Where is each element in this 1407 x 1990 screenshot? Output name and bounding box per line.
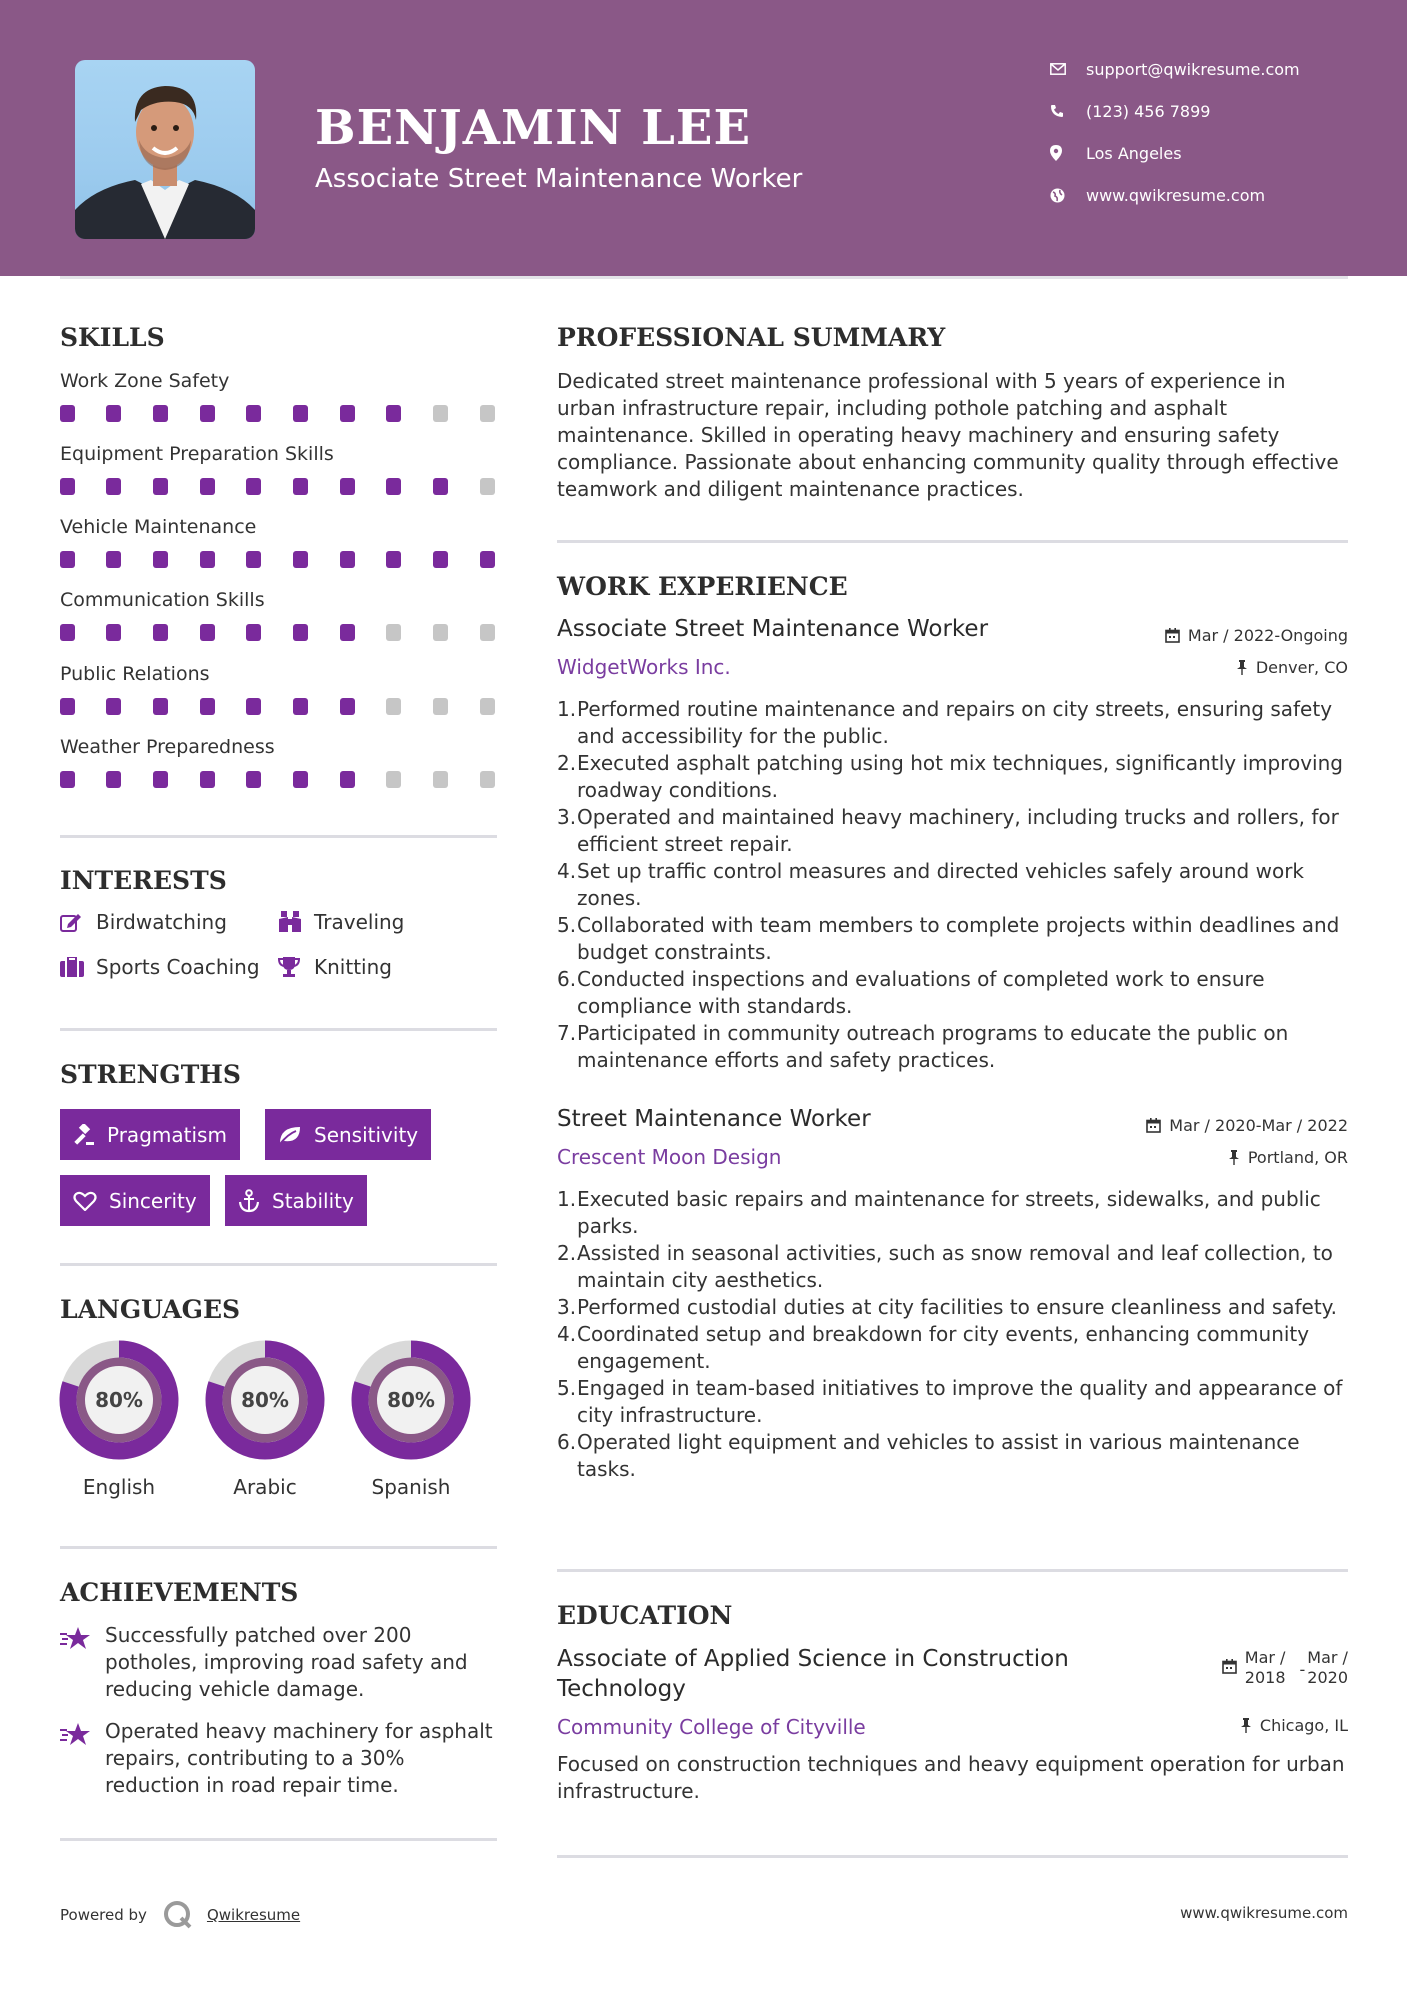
responsibility-text: Operated and maintained heavy machinery, including trucks and rollers, for efficient street repair. bbox=[577, 805, 1339, 856]
skill-dot-filled bbox=[293, 405, 308, 422]
heart-icon bbox=[73, 1191, 97, 1211]
contact-website-text: www.qwikresume.com bbox=[1086, 185, 1266, 205]
skill-rating bbox=[60, 478, 500, 496]
brand-link[interactable]: Qwikresume bbox=[206, 1906, 301, 1924]
responsibility-text: Coordinated setup and breakdown for city events, enhancing community engagement. bbox=[577, 1322, 1310, 1373]
strength-label: Sensitivity bbox=[314, 1122, 419, 1147]
contact-website[interactable] bbox=[1050, 180, 1380, 210]
interest-item bbox=[60, 910, 227, 934]
skill-dot-filled bbox=[340, 478, 355, 495]
skill-dot-filled bbox=[340, 698, 355, 715]
skill-dot-filled bbox=[293, 624, 308, 641]
globe-icon bbox=[1050, 188, 1086, 203]
skill-dot-filled bbox=[200, 551, 215, 568]
skill-dot-filled bbox=[153, 771, 168, 788]
language-percent: 80% bbox=[95, 1388, 143, 1412]
education-start-year: 2018 bbox=[1244, 1668, 1286, 1687]
gavel-icon bbox=[73, 1124, 95, 1146]
language-ring bbox=[205, 1340, 325, 1464]
bullet-number: 2. bbox=[557, 751, 577, 775]
skill-dot-filled bbox=[60, 698, 75, 715]
skill-dot-filled bbox=[106, 698, 121, 715]
binoculars-icon bbox=[278, 911, 314, 933]
skill-dot-filled bbox=[106, 551, 121, 568]
interest-item bbox=[60, 955, 260, 979]
language-name: English bbox=[82, 1475, 156, 1499]
bullet-number: 3. bbox=[557, 1295, 577, 1319]
education-heading: EDUCATION bbox=[557, 1601, 733, 1630]
contact-email-text: support@qwikresume.com bbox=[1086, 59, 1300, 79]
interest-label: Traveling bbox=[314, 910, 405, 934]
strengths-heading: STRENGTHS bbox=[60, 1060, 241, 1089]
responsibility-text: Collaborated with team members to complete projects within deadlines and budget constraints. bbox=[577, 913, 1340, 964]
responsibility-text: Participated in community outreach programs to educate the public on maintenance efforts and safety practices. bbox=[577, 1021, 1289, 1072]
education-start bbox=[1245, 1648, 1286, 1688]
skill-dot-empty bbox=[433, 771, 448, 788]
interest-label: Knitting bbox=[314, 955, 392, 979]
powered-by-text: Powered by bbox=[60, 1906, 147, 1924]
skill-dot-filled bbox=[106, 771, 121, 788]
bullet-number: 6. bbox=[557, 967, 577, 991]
job-location bbox=[1228, 1148, 1348, 1167]
skill-dot-filled bbox=[246, 405, 261, 422]
qwikresume-logo-icon bbox=[163, 1900, 193, 1930]
skill-dot-filled bbox=[153, 698, 168, 715]
skill-rating bbox=[60, 624, 500, 642]
language-progress-ring bbox=[59, 1340, 179, 1460]
language-progress-ring bbox=[351, 1340, 471, 1460]
skill-dot-filled bbox=[293, 698, 308, 715]
calendar-icon bbox=[1222, 1659, 1237, 1674]
interest-item bbox=[278, 910, 404, 934]
contact-email[interactable] bbox=[1050, 54, 1380, 84]
responsibility-text: Conducted inspections and evaluations of completed work to ensure compliance with standards. bbox=[577, 967, 1265, 1018]
responsibility-text: Performed routine maintenance and repairs on city streets, ensuring safety and accessibility for the public. bbox=[577, 697, 1333, 748]
responsibility-item bbox=[557, 804, 1352, 858]
degree-title-line-1: Associate of Applied Science in Construction bbox=[557, 1646, 1069, 1672]
interest-label: Birdwatching bbox=[96, 910, 227, 934]
bullet-number: 2. bbox=[557, 1241, 577, 1265]
summary-text: Dedicated street maintenance professional with 5 years of experience in urban infrastructure repair, including pothole patching and asphalt maintenance. Skilled in operating heavy machinery and ensuring safety compliance. Passionate about enhancing community quality through effective teamwork and diligent maintenance practices. bbox=[557, 369, 1339, 501]
responsibility-item bbox=[557, 1375, 1352, 1429]
education-date-sep: - bbox=[1299, 1660, 1306, 1679]
responsibility-item bbox=[557, 858, 1352, 912]
skill-dot-empty bbox=[480, 698, 495, 715]
section-divider bbox=[60, 1263, 497, 1266]
header-divider bbox=[60, 276, 1348, 279]
responsibility-item bbox=[557, 1020, 1352, 1074]
job-dates bbox=[1165, 626, 1348, 645]
bullet-number: 1. bbox=[557, 1187, 577, 1211]
skill-dot-empty bbox=[433, 405, 448, 422]
responsibility-item bbox=[557, 1294, 1352, 1321]
skill-name: Equipment Preparation Skills bbox=[60, 443, 334, 465]
resume-header bbox=[0, 0, 1407, 276]
skill-dot-filled bbox=[106, 624, 121, 641]
skill-dot-filled bbox=[153, 478, 168, 495]
pin-icon bbox=[1240, 1718, 1252, 1733]
calendar-icon bbox=[1146, 1118, 1161, 1133]
trophy-icon bbox=[278, 956, 314, 978]
job-dates bbox=[1146, 1116, 1348, 1135]
section-divider bbox=[60, 835, 497, 838]
job-dates-text: Mar / 2022-Ongoing bbox=[1187, 626, 1348, 645]
responsibility-text: Executed asphalt patching using hot mix techniques, significantly improving roadway conditions. bbox=[577, 751, 1343, 802]
language-name: Arabic bbox=[233, 1475, 297, 1499]
responsibility-item bbox=[557, 1240, 1352, 1294]
responsibility-text: Operated light equipment and vehicles to assist in various maintenance tasks. bbox=[577, 1430, 1300, 1481]
job-title: Associate Street Maintenance Worker bbox=[557, 616, 989, 642]
skill-dot-filled bbox=[60, 551, 75, 568]
candidate-name: BENJAMIN LEE bbox=[315, 100, 752, 156]
skill-dot-filled bbox=[246, 624, 261, 641]
skill-name: Public Relations bbox=[60, 663, 210, 685]
skill-dot-filled bbox=[200, 698, 215, 715]
skill-dot-empty bbox=[433, 624, 448, 641]
skill-dot-filled bbox=[60, 771, 75, 788]
skill-dot-filled bbox=[246, 771, 261, 788]
skill-dot-filled bbox=[153, 405, 168, 422]
strength-label: Sincerity bbox=[109, 1188, 197, 1213]
job-location-text: Denver, CO bbox=[1255, 658, 1348, 677]
education-end-month: Mar / bbox=[1307, 1648, 1348, 1667]
skill-name: Work Zone Safety bbox=[60, 370, 230, 392]
responsibility-text: Set up traffic control measures and directed vehicles safely around work zones. bbox=[577, 859, 1305, 910]
skill-dot-filled bbox=[60, 478, 75, 495]
section-divider bbox=[557, 540, 1348, 543]
job-responsibilities bbox=[557, 696, 1352, 1074]
degree-title-line-2: Technology bbox=[557, 1676, 686, 1702]
strength-label: Pragmatism bbox=[107, 1122, 227, 1147]
achievement-item bbox=[60, 1622, 500, 1703]
responsibility-item bbox=[557, 1186, 1352, 1240]
section-divider bbox=[557, 1855, 1348, 1858]
skill-dot-filled bbox=[480, 551, 495, 568]
skill-dot-filled bbox=[433, 551, 448, 568]
skill-dot-filled bbox=[293, 478, 308, 495]
contact-location-text: Los Angeles bbox=[1086, 143, 1182, 163]
skill-dot-filled bbox=[200, 771, 215, 788]
skill-dot-filled bbox=[246, 551, 261, 568]
bullet-number: 5. bbox=[557, 913, 577, 937]
skill-dot-filled bbox=[246, 478, 261, 495]
candidate-title: Associate Street Maintenance Worker bbox=[315, 164, 803, 194]
phone-icon bbox=[1050, 104, 1086, 118]
education-end bbox=[1307, 1648, 1348, 1688]
contact-phone[interactable] bbox=[1050, 96, 1380, 126]
strength-badge bbox=[225, 1175, 367, 1226]
skill-dot-filled bbox=[340, 771, 355, 788]
education-description: Focused on construction techniques and heavy equipment operation for urban infrastructure. bbox=[557, 1752, 1345, 1803]
skill-dot-empty bbox=[480, 478, 495, 495]
skill-dot-filled bbox=[106, 478, 121, 495]
contact-location bbox=[1050, 138, 1380, 168]
profile-photo bbox=[75, 60, 255, 239]
strength-label: Stability bbox=[272, 1188, 354, 1213]
skill-dot-filled bbox=[340, 405, 355, 422]
skill-dot-empty bbox=[480, 771, 495, 788]
responsibility-item bbox=[557, 912, 1352, 966]
interest-label: Sports Coaching bbox=[96, 955, 260, 979]
skill-dot-filled bbox=[200, 405, 215, 422]
skill-name: Vehicle Maintenance bbox=[60, 516, 257, 538]
job-dates-text: Mar / 2020-Mar / 2022 bbox=[1169, 1116, 1348, 1135]
skill-dot-filled bbox=[386, 405, 401, 422]
strength-badge bbox=[60, 1175, 210, 1226]
language-ring bbox=[59, 1340, 179, 1464]
bullet-number: 1. bbox=[557, 697, 577, 721]
section-divider bbox=[557, 1569, 1348, 1572]
skill-dot-filled bbox=[340, 551, 355, 568]
summary-heading: PROFESSIONAL SUMMARY bbox=[557, 323, 946, 352]
bullet-number: 6. bbox=[557, 1430, 577, 1454]
bullet-number: 4. bbox=[557, 1322, 577, 1346]
skill-name: Communication Skills bbox=[60, 589, 265, 611]
skill-dot-filled bbox=[153, 624, 168, 641]
language-progress-ring bbox=[205, 1340, 325, 1460]
section-divider bbox=[60, 1546, 497, 1549]
bullet-number: 4. bbox=[557, 859, 577, 883]
skill-dot-filled bbox=[386, 478, 401, 495]
envelope-icon bbox=[1050, 63, 1086, 75]
skill-rating bbox=[60, 405, 500, 423]
skill-dot-empty bbox=[433, 698, 448, 715]
skill-rating bbox=[60, 551, 500, 569]
contact-phone-text: (123) 456 7899 bbox=[1086, 101, 1211, 121]
map-marker-icon bbox=[1050, 145, 1086, 161]
skill-dot-filled bbox=[106, 405, 121, 422]
responsibility-item bbox=[557, 1321, 1352, 1375]
skill-dot-empty bbox=[386, 698, 401, 715]
achievements-heading: ACHIEVEMENTS bbox=[60, 1578, 299, 1607]
responsibility-item bbox=[557, 750, 1352, 804]
responsibility-item bbox=[557, 696, 1352, 750]
anchor-icon bbox=[238, 1189, 260, 1213]
language-ring bbox=[351, 1340, 471, 1464]
section-divider bbox=[60, 1838, 497, 1841]
education-location-text: Chicago, IL bbox=[1259, 1716, 1348, 1735]
star-icon bbox=[60, 1718, 105, 1799]
pencil-square-icon bbox=[60, 912, 96, 932]
skill-dot-filled bbox=[153, 551, 168, 568]
achievement-text: Operated heavy machinery for asphalt repairs, contributing to a 30% reduction in road repair time. bbox=[105, 1719, 493, 1797]
skill-rating bbox=[60, 698, 500, 716]
leaf-icon bbox=[278, 1125, 302, 1145]
interest-item bbox=[278, 955, 392, 979]
bullet-number: 5. bbox=[557, 1376, 577, 1400]
skill-rating bbox=[60, 771, 500, 789]
job-responsibilities bbox=[557, 1186, 1352, 1483]
languages-heading: LANGUAGES bbox=[60, 1295, 241, 1324]
skill-dot-empty bbox=[386, 771, 401, 788]
skill-dot-filled bbox=[60, 405, 75, 422]
strength-badge bbox=[60, 1109, 240, 1160]
skill-dot-empty bbox=[480, 405, 495, 422]
achievement-item bbox=[60, 1718, 500, 1799]
strength-badge bbox=[265, 1109, 431, 1160]
education-end-year: 2020 bbox=[1307, 1668, 1348, 1687]
footer-powered bbox=[60, 1900, 300, 1930]
skill-dot-empty bbox=[386, 624, 401, 641]
school-name: Community College of Cityville bbox=[557, 1715, 866, 1739]
responsibility-item bbox=[557, 1429, 1352, 1483]
language-name: Spanish bbox=[371, 1475, 451, 1499]
education-location bbox=[1240, 1716, 1348, 1735]
skills-heading: SKILLS bbox=[60, 323, 165, 352]
company-name: Crescent Moon Design bbox=[557, 1145, 782, 1169]
interests-heading: INTERESTS bbox=[60, 866, 227, 895]
pin-icon bbox=[1228, 1150, 1240, 1165]
skill-dot-filled bbox=[200, 624, 215, 641]
responsibility-item bbox=[557, 966, 1352, 1020]
bullet-number: 3. bbox=[557, 805, 577, 829]
language-percent: 80% bbox=[241, 1388, 289, 1412]
star-icon bbox=[60, 1622, 105, 1703]
responsibility-text: Engaged in team-based initiatives to improve the quality and appearance of city infrastructure. bbox=[577, 1376, 1343, 1427]
skill-dot-filled bbox=[60, 624, 75, 641]
skill-dot-filled bbox=[386, 551, 401, 568]
responsibility-text: Executed basic repairs and maintenance for streets, sidewalks, and public parks. bbox=[577, 1187, 1321, 1238]
bullet-number: 7. bbox=[557, 1021, 577, 1045]
education-start-month: Mar / bbox=[1244, 1648, 1286, 1667]
skill-name: Weather Preparedness bbox=[60, 736, 275, 758]
responsibility-text: Performed custodial duties at city facilities to ensure cleanliness and safety. bbox=[577, 1295, 1338, 1319]
skill-dot-filled bbox=[293, 771, 308, 788]
job-location bbox=[1236, 658, 1348, 677]
responsibility-text: Assisted in seasonal activities, such as snow removal and leaf collection, to maintain city aesthetics. bbox=[577, 1241, 1333, 1292]
job-title: Street Maintenance Worker bbox=[557, 1106, 871, 1132]
company-name: WidgetWorks Inc. bbox=[557, 655, 731, 679]
skill-dot-empty bbox=[480, 624, 495, 641]
education-dates bbox=[1222, 1648, 1348, 1688]
pin-icon bbox=[1236, 660, 1248, 675]
calendar-icon bbox=[1165, 628, 1180, 643]
achievement-text: Successfully patched over 200 potholes, improving road safety and reducing vehicle damage. bbox=[105, 1623, 468, 1701]
skill-dot-filled bbox=[433, 478, 448, 495]
section-divider bbox=[60, 1028, 497, 1031]
skill-dot-filled bbox=[340, 624, 355, 641]
experience-heading: WORK EXPERIENCE bbox=[557, 572, 848, 601]
skill-dot-filled bbox=[200, 478, 215, 495]
skill-dot-filled bbox=[293, 551, 308, 568]
skill-dot-filled bbox=[246, 698, 261, 715]
briefcase-icon bbox=[60, 957, 96, 977]
footer-url[interactable]: www.qwikresume.com bbox=[1180, 1904, 1348, 1922]
language-percent: 80% bbox=[387, 1388, 435, 1412]
job-location-text: Portland, OR bbox=[1247, 1148, 1348, 1167]
